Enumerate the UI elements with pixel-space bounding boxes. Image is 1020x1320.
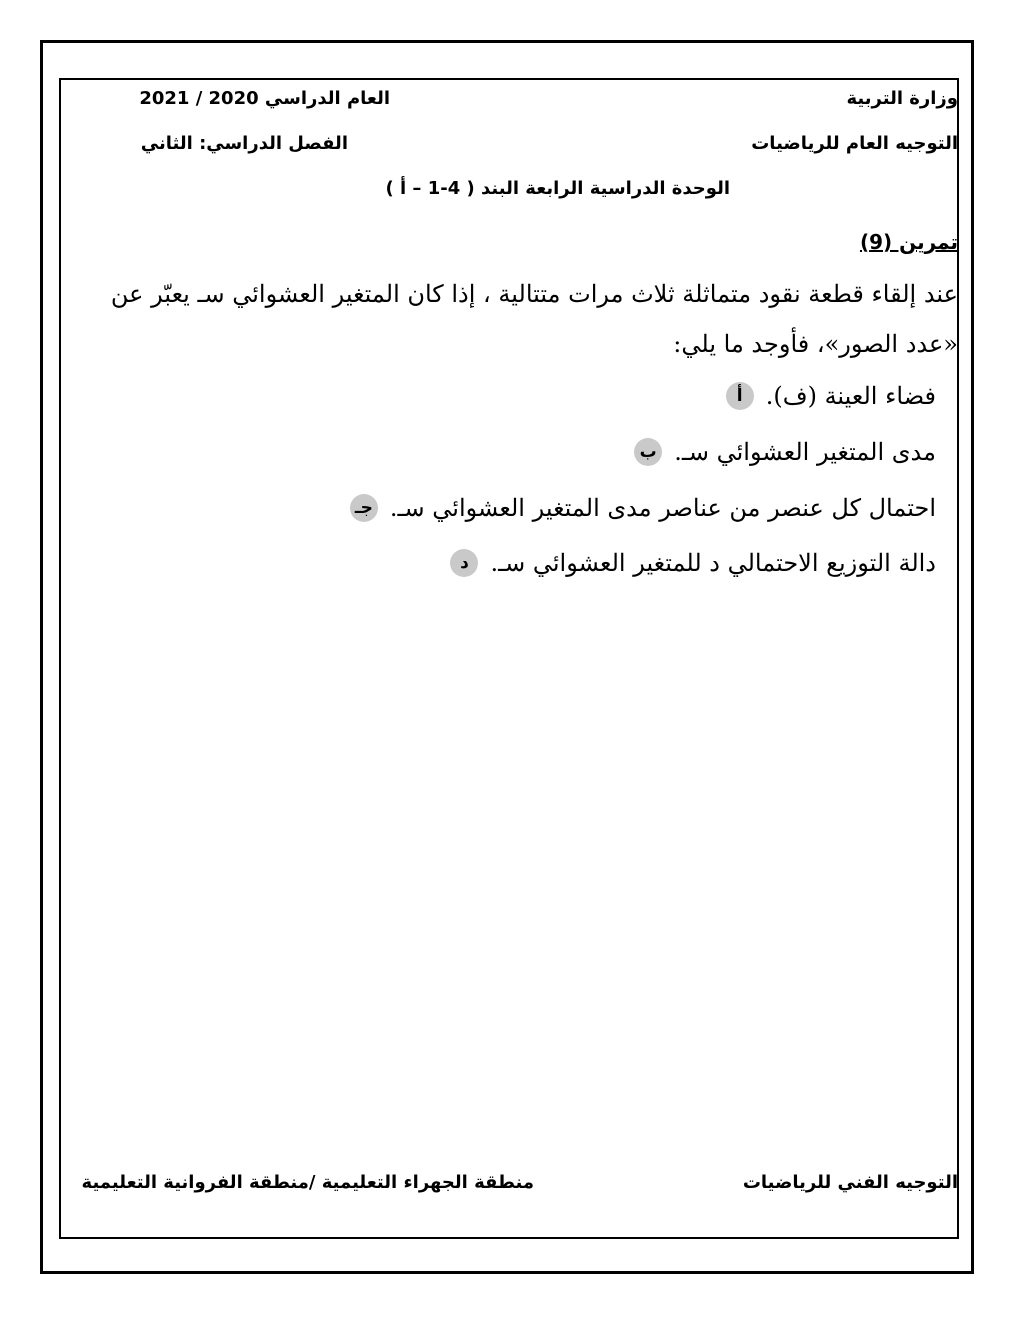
item-text: مدى المتغير العشوائي سـ. <box>674 438 936 466</box>
academic-year-label: العام الدراسي <box>264 88 390 109</box>
item-marker-badge: أ <box>726 382 754 410</box>
item-marker-badge: د <box>450 549 478 577</box>
list-item <box>350 494 936 522</box>
item-text: فضاء العينة (ف). <box>765 382 936 410</box>
item-text: احتمال كل عنصر من عناصر مدى المتغير العشوائي سـ. <box>389 494 936 522</box>
exercise-title: تمرين (9) <box>859 230 958 254</box>
academic-year-value: 2021 / 2020 <box>139 88 259 109</box>
item-marker-badge: ب <box>634 438 662 466</box>
department-name: التوجيه العام للرياضيات <box>751 133 958 154</box>
list-item <box>726 382 936 410</box>
inner-page-border <box>59 78 959 1239</box>
academic-year <box>139 88 390 109</box>
unit-line: الوحدة الدراسية الرابعة البند ( 4-1 – أ ) <box>385 178 730 199</box>
item-marker-badge: جـ <box>350 494 378 522</box>
list-item <box>450 549 936 577</box>
semester: الفصل الدراسي: الثاني <box>140 133 348 154</box>
item-text: دالة التوزيع الاحتمالي د للمتغير العشوائي سـ. <box>490 549 936 577</box>
list-item <box>634 438 936 466</box>
footer-regions: منطقة الجهراء التعليمية /منطقة الفروانية التعليمية <box>81 1172 534 1193</box>
ministry-name: وزارة التربية <box>846 88 958 109</box>
footer-department: التوجيه الفني للرياضيات <box>742 1172 958 1193</box>
exercise-intro-line-2: «عدد الصور»، فأوجد ما يلي: <box>673 330 958 358</box>
exercise-intro-line-1: عند إلقاء قطعة نقود متماثلة ثلاث مرات متتالية ، إذا كان المتغير العشوائي سـ يعبّر عن <box>110 280 958 308</box>
